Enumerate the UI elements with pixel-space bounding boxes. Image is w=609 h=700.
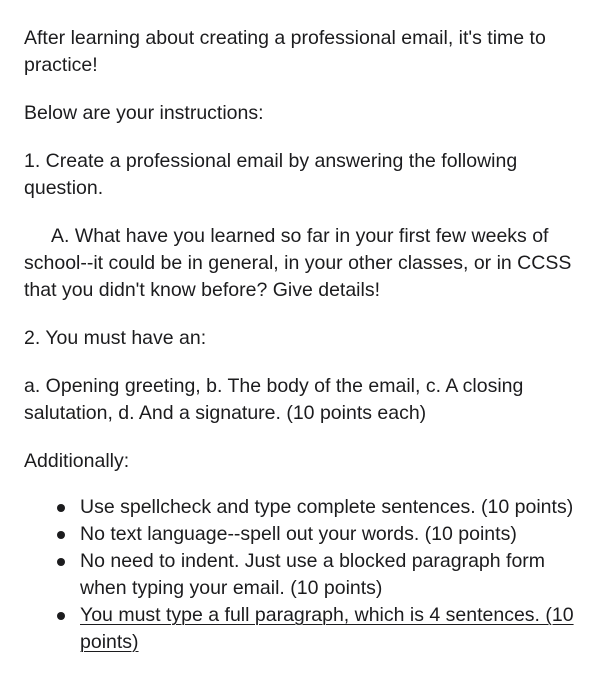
list-item <box>24 602 589 656</box>
assignment-document <box>24 25 589 656</box>
list-item <box>24 521 589 548</box>
bullet-icon <box>57 504 65 512</box>
list-item-text-underlined: You must type a full paragraph, which is 4 sentences. (10 points) <box>80 604 574 653</box>
instruction-item-1-question: A. What have you learned so far in your first few weeks of school--it could be in general, in your other classes, or in CCSS that you didn't know before? Give details! <box>24 225 572 301</box>
list-item-text: No text language--spell out your words. (10 points) <box>80 523 517 545</box>
instruction-item-2: 2. You must have an: <box>24 327 207 349</box>
additional-requirements-list <box>24 494 589 656</box>
intro-text: After learning about creating a professional email, it's time to practice! <box>24 27 546 76</box>
list-item-text: No need to indent. Just use a blocked paragraph form when typing your email. (10 points) <box>80 550 546 599</box>
requirements-text: a. Opening greeting, b. The body of the email, c. A closing salutation, d. And a signature. (10 points each) <box>24 375 524 424</box>
additionally-heading: Additionally: <box>24 450 130 472</box>
instructions-heading: Below are your instructions: <box>24 102 264 124</box>
list-item <box>24 494 589 521</box>
bullet-icon <box>57 558 65 566</box>
bullet-icon <box>57 612 65 620</box>
list-item-text: Use spellcheck and type complete sentences. (10 points) <box>80 496 574 518</box>
instruction-item-1: 1. Create a professional email by answering the following question. <box>24 150 518 199</box>
bullet-icon <box>57 531 65 539</box>
list-item <box>24 548 589 602</box>
